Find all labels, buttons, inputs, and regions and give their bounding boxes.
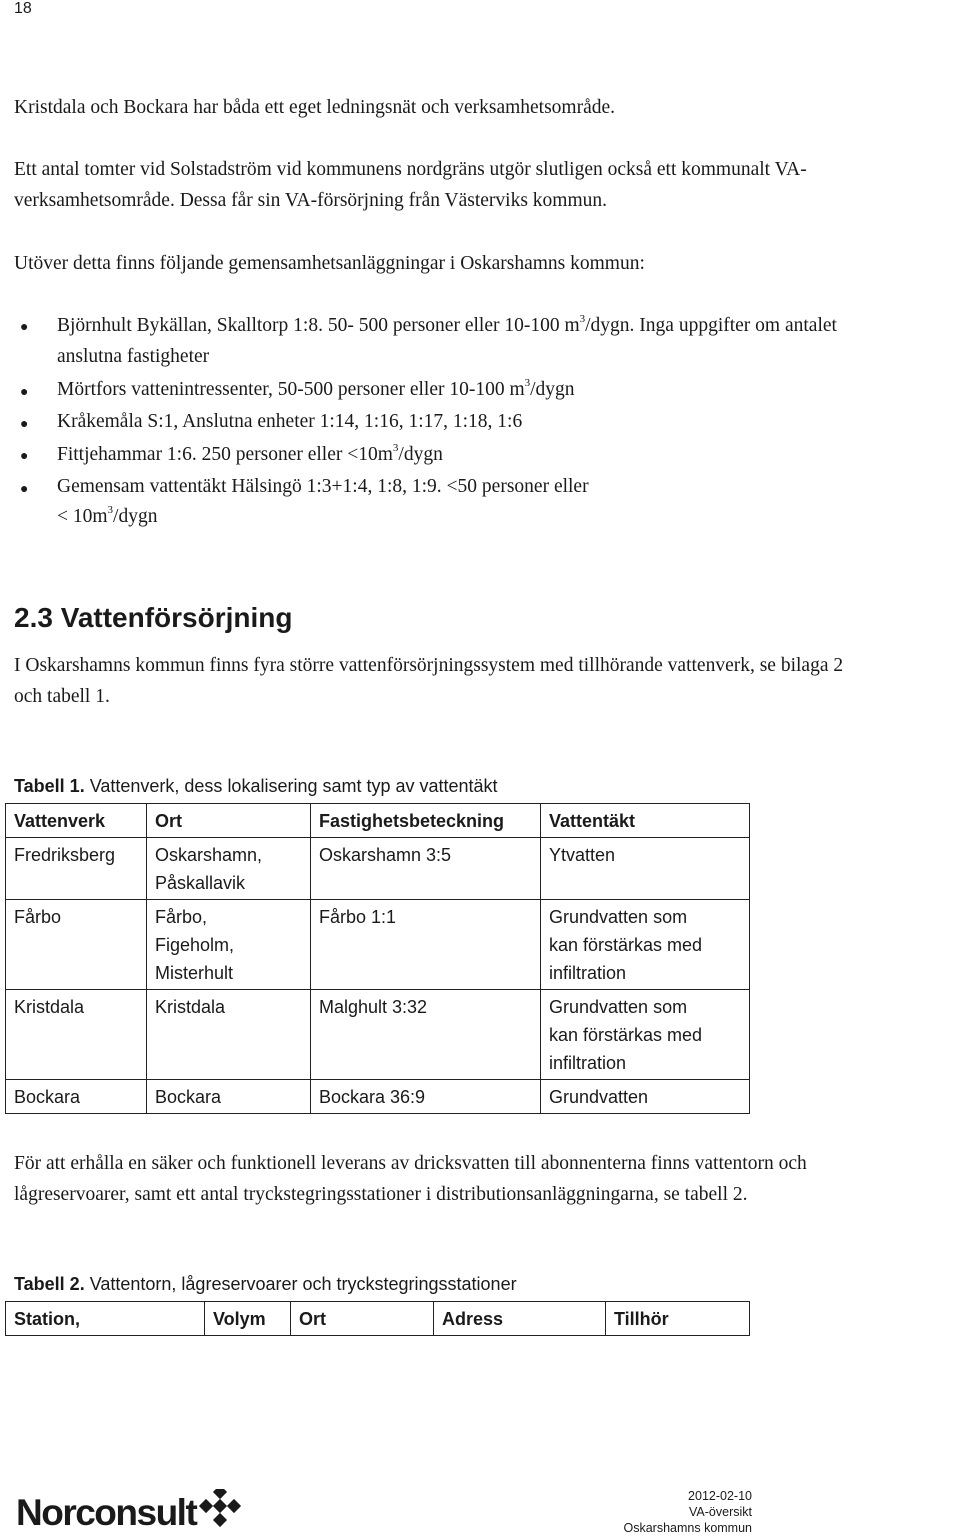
table-row [6, 990, 750, 1080]
bullet-item: Gemensam vattentäkt Hälsingö 1:3+1:4, 1:8, 1:9. <50 personer eller [57, 476, 589, 497]
superscript: 3 [524, 377, 531, 389]
caption-text: Vattentorn, lågreservoarer och tryckstegringsstationer [84, 1274, 517, 1294]
table-header-cell: Ort [147, 804, 311, 838]
caption-label: Tabell 1. [14, 776, 85, 796]
footer-doc: VA-översikt [689, 1505, 752, 1519]
table-header-cell: Fastighetsbeteckning [311, 804, 541, 838]
table-cell: Oskarshamn 3:5 [311, 838, 541, 900]
table-row [6, 1080, 750, 1114]
table-cell: Grundvatten som kan förstärkas med infiltration [541, 900, 750, 990]
bullet-text: < 10m [57, 506, 108, 527]
table-header-cell: Adress [434, 1302, 606, 1336]
bullet-item: Kråkemåla S:1, Anslutna enheter 1:14, 1:16, 1:17, 1:18, 1:6 [57, 411, 523, 432]
bullet-dot: ● [20, 385, 29, 400]
superscript: 3 [579, 313, 586, 325]
table-cell: Malghult 3:32 [311, 990, 541, 1080]
table-cell: Oskarshamn, Påskallavik [147, 838, 311, 900]
caption-label: Tabell 2. [14, 1274, 85, 1294]
table1 [5, 803, 750, 1114]
bullet-dot: ● [20, 449, 29, 464]
table-cell: Bockara [147, 1080, 311, 1114]
bullet-item-continuation [57, 506, 157, 528]
table1-caption [14, 776, 498, 797]
table2-caption [14, 1274, 517, 1295]
bullet-item [57, 315, 837, 337]
paragraph-line: För att erhålla en säker och funktionell leverans av dricksvatten till abonnenterna finns vattentorn och [14, 1153, 807, 1174]
table-header-cell: Tillhör [606, 1302, 750, 1336]
table-header-cell: Station, [6, 1302, 205, 1336]
table-cell: Grundvatten som kan förstärkas med infiltration [541, 990, 750, 1080]
bullet-text: Fittjehammar 1:6. 250 personer eller <10m [57, 444, 393, 465]
paragraph-line: verksamhetsområde. Dessa får sin VA-försörjning från Västerviks kommun. [14, 190, 608, 211]
table-cell: Fårbo, Figeholm, Misterhult [147, 900, 311, 990]
paragraph-line: I Oskarshamns kommun finns fyra större vattenförsörjningssystem med tillhörande vattenverk, se bilaga 2 [14, 655, 844, 676]
footer-org: Oskarshamns kommun [623, 1521, 752, 1535]
table-header-row [6, 804, 750, 838]
logo-wordmark: Norconsult [16, 1492, 197, 1533]
bullet-item-continuation: anslutna fastigheter [57, 346, 210, 367]
table-cell: Fredriksberg [6, 838, 147, 900]
paragraph: Utöver detta finns följande gemensamhetsanläggningar i Oskarshamns kommun: [14, 253, 645, 274]
paragraph-line: lågreservoarer, samt ett antal tryckstegringsstationer i distributionsanläggningarna, se tabell 2. [14, 1184, 748, 1205]
table2 [5, 1301, 750, 1336]
paragraph-line: Ett antal tomter vid Solstadström vid kommunens nordgräns utgör slutligen också ett kommunalt VA- [14, 159, 807, 180]
table-cell: Grundvatten [541, 1080, 750, 1114]
logo-diamond-icon [199, 1489, 241, 1527]
paragraph-line: och tabell 1. [14, 686, 110, 707]
bullet-dot: ● [20, 417, 29, 432]
table-cell: Fårbo 1:1 [311, 900, 541, 990]
page-number: 18 [14, 0, 32, 17]
norconsult-logo-graphic [16, 1489, 248, 1533]
footer-info [623, 1488, 752, 1536]
bullet-item [57, 379, 575, 401]
bullet-text: Björnhult Bykällan, Skalltorp 1:8. 50- 500 personer eller 10-100 m [57, 315, 580, 336]
bullet-item [57, 444, 443, 466]
table-header-cell: Ort [291, 1302, 434, 1336]
section-heading: 2.3 Vattenförsörjning [14, 602, 293, 633]
table-header-cell: Vattenverk [6, 804, 147, 838]
norconsult-logo [16, 1489, 248, 1538]
table-cell: Bockara [6, 1080, 147, 1114]
bullet-text: /dygn. Inga uppgifter om antalet [585, 315, 837, 336]
bullet-text: Mörtfors vattenintressenter, 50-500 personer eller 10-100 m [57, 379, 525, 400]
table-cell: Ytvatten [541, 838, 750, 900]
table-cell: Fårbo [6, 900, 147, 990]
bullet-dot: ● [20, 482, 29, 497]
bullet-text: /dygn [113, 506, 158, 527]
table-cell: Kristdala [6, 990, 147, 1080]
table-header-cell: Vattentäkt [541, 804, 750, 838]
superscript: 3 [392, 442, 399, 454]
table-header-row [6, 1302, 750, 1336]
caption-text: Vattenverk, dess lokalisering samt typ av vattentäkt [84, 776, 498, 796]
superscript: 3 [107, 504, 114, 516]
bullet-dot: ● [20, 320, 29, 335]
table-row [6, 838, 750, 900]
table-header-cell: Volym [205, 1302, 291, 1336]
bullet-text: /dygn [398, 444, 443, 465]
footer-date: 2012-02-10 [688, 1489, 752, 1503]
bullet-text: /dygn [530, 379, 575, 400]
table-row [6, 900, 750, 990]
table-cell: Bockara 36:9 [311, 1080, 541, 1114]
paragraph: Kristdala och Bockara har båda ett eget ledningsnät och verksamhetsområde. [14, 97, 616, 118]
table-cell: Kristdala [147, 990, 311, 1080]
